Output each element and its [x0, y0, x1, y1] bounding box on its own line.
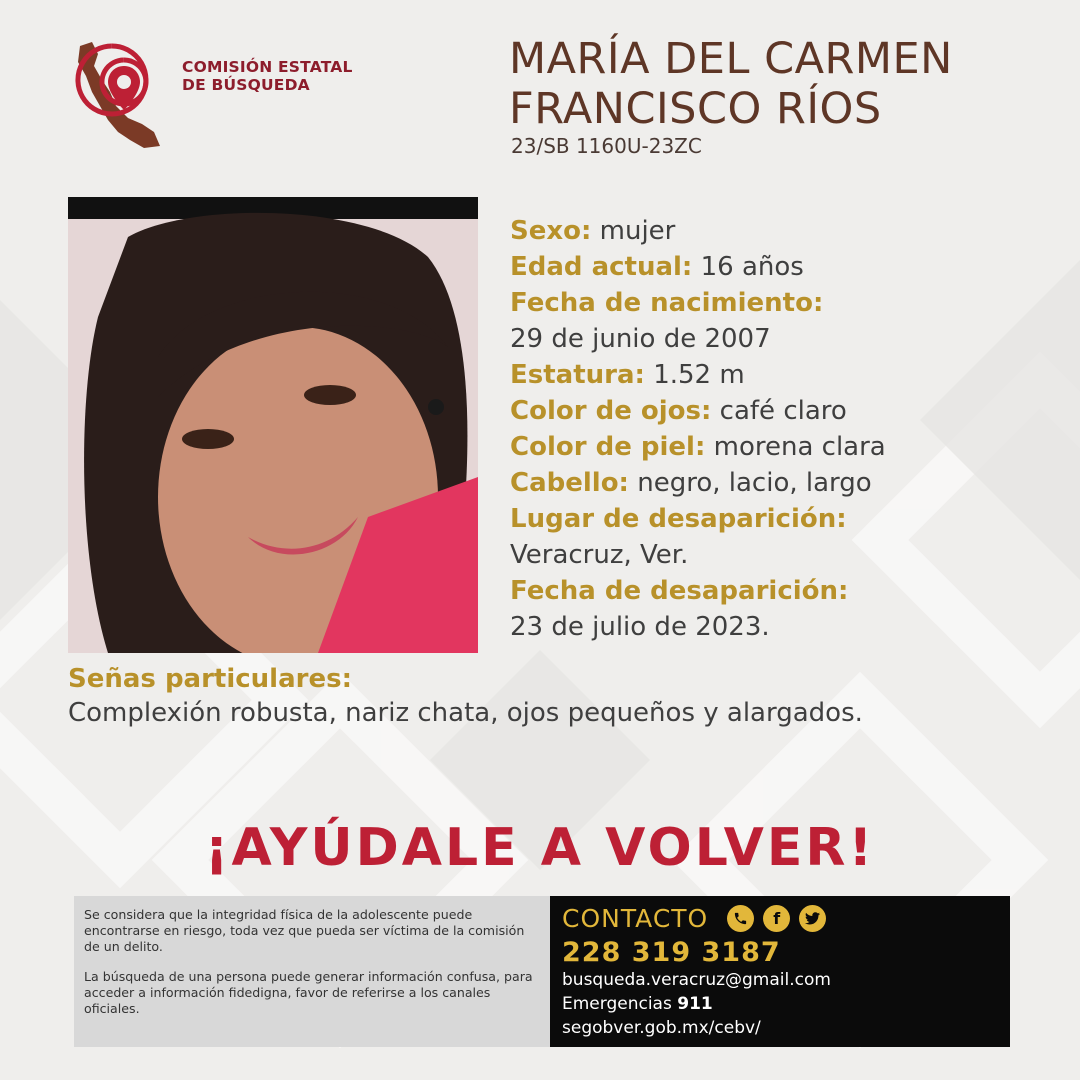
details-list: [510, 213, 1070, 645]
senas-label: Señas particulares:: [68, 664, 352, 694]
detail-label: Color de ojos:: [510, 396, 712, 426]
detail-label: Cabello:: [510, 468, 629, 498]
person-photo: [68, 197, 478, 653]
detail-ojos: [510, 393, 1070, 429]
logo-text: [182, 58, 382, 94]
contact-phone[interactable]: 228 319 3187: [562, 937, 781, 968]
veracruz-map-icon: [70, 36, 170, 151]
notice-box: [74, 896, 550, 1047]
emergency-label: Emergencias: [562, 994, 672, 1014]
detail-nacimiento-label-row: [510, 285, 1070, 321]
case-id: 23/SB 1160U-23ZC: [511, 134, 702, 158]
detail-value: morena clara: [713, 432, 886, 462]
facebook-icon[interactable]: f: [763, 905, 790, 932]
detail-value: café claro: [719, 396, 847, 426]
phone-icon[interactable]: [727, 905, 754, 932]
detail-edad: [510, 249, 1070, 285]
contact-email[interactable]: busqueda.veracruz@gmail.com: [562, 970, 831, 990]
detail-value: Veracruz, Ver.: [510, 540, 689, 570]
name-line2: FRANCISCO RÍOS: [509, 84, 882, 134]
detail-sexo: [510, 213, 1070, 249]
detail-value: 29 de junio de 2007: [510, 324, 771, 354]
notice-paragraph-2: La búsqueda de una persona puede generar información confusa, para acceder a información fidedigna, favor de referirse a los canales oficiales.: [84, 969, 533, 1016]
logo-line2: DE BÚSQUEDA: [182, 76, 310, 94]
detail-fecha-value-row: [510, 609, 1070, 645]
contact-title: CONTACTO: [562, 903, 709, 933]
detail-value: mujer: [599, 216, 676, 246]
detail-lugar-value-row: [510, 537, 1070, 573]
detail-value: negro, lacio, largo: [637, 468, 872, 498]
detail-fecha-label-row: [510, 573, 1070, 609]
detail-nacimiento-value-row: [510, 321, 1070, 357]
emergency-number[interactable]: 911: [677, 994, 713, 1014]
detail-label: Edad actual:: [510, 252, 693, 282]
twitter-icon[interactable]: [799, 905, 826, 932]
detail-label: Fecha de desaparición:: [510, 576, 849, 606]
senas-value: Complexión robusta, nariz chata, ojos pequeños y alargados.: [68, 698, 863, 728]
logo: [70, 36, 370, 156]
detail-label: Estatura:: [510, 360, 645, 390]
detail-cabello: [510, 465, 1070, 501]
senas-particulares: [68, 662, 1028, 730]
detail-piel: [510, 429, 1070, 465]
detail-value: 1.52 m: [653, 360, 745, 390]
detail-value: 16 años: [700, 252, 804, 282]
call-to-action: ¡AYÚDALE A VOLVER!: [204, 818, 876, 878]
contact-box: [550, 896, 1010, 1047]
detail-label: Lugar de desaparición:: [510, 504, 847, 534]
logo-line1: COMISIÓN ESTATAL: [182, 58, 353, 76]
detail-label: Fecha de nacimiento:: [510, 288, 824, 318]
contact-header: [562, 900, 1010, 936]
detail-lugar-label-row: [510, 501, 1070, 537]
person-name: [509, 34, 1049, 134]
detail-label: Color de piel:: [510, 432, 706, 462]
contact-website[interactable]: segobver.gob.mx/cebv/: [562, 1018, 761, 1038]
name-line1: MARÍA DEL CARMEN: [509, 34, 953, 84]
notice-paragraph-1: Se considera que la integridad física de la adolescente puede encontrarse en riesgo, toda vez que pueda ser víctima de la comisión de un delito.: [84, 907, 525, 954]
detail-label: Sexo:: [510, 216, 592, 246]
detail-value: 23 de julio de 2023.: [510, 612, 770, 642]
detail-estatura: [510, 357, 1070, 393]
contact-emergency: [562, 992, 1010, 1016]
